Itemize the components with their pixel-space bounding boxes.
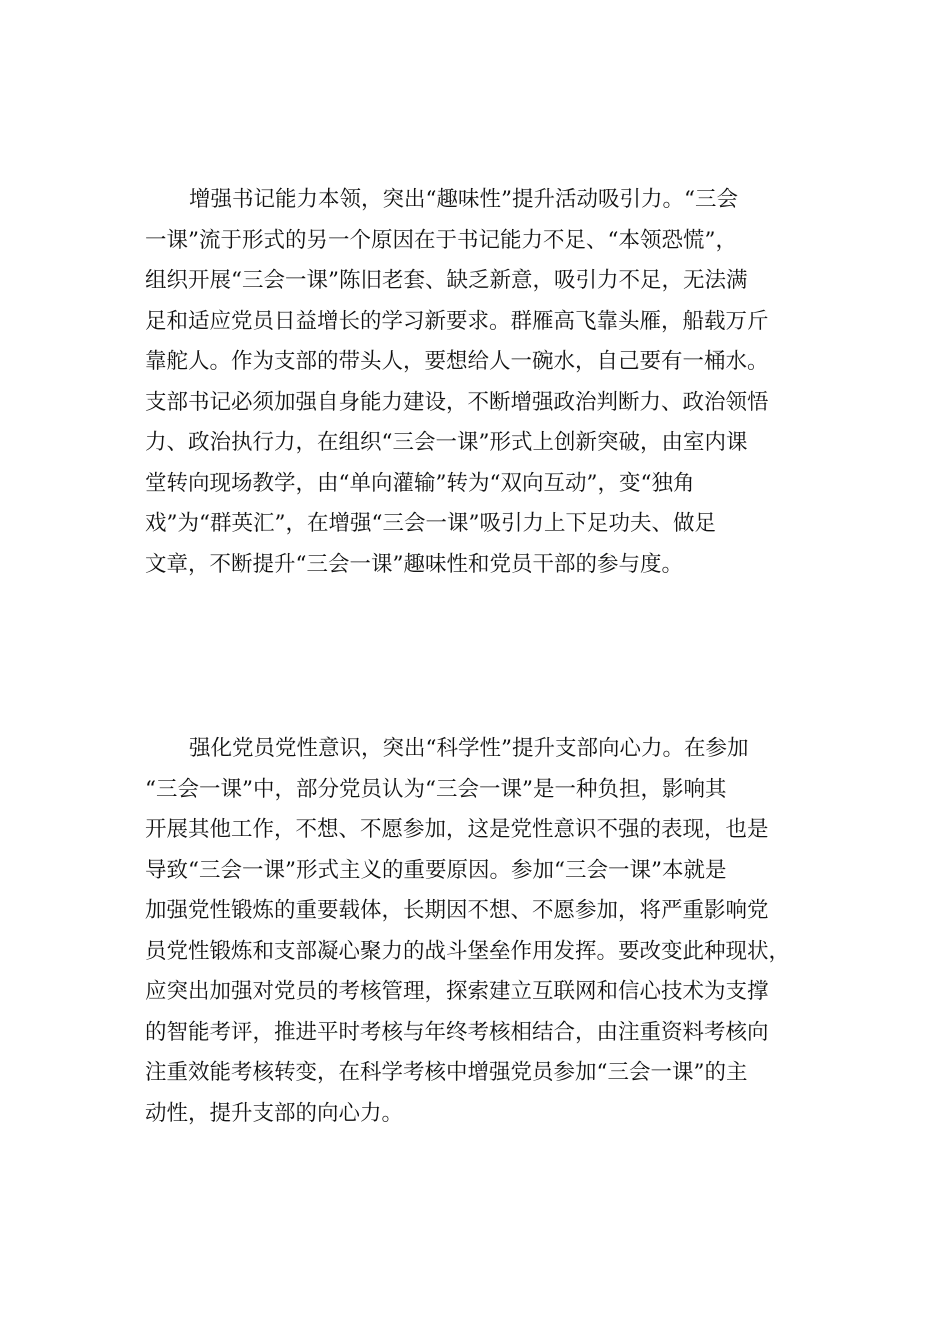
- text-line: 应突出加强对党员的考核管理，探索建立互联网和信心技术为支撑: [145, 979, 769, 1004]
- paragraph-secretary-ability: [145, 180, 805, 585]
- text-line: 戏”为“群英汇”，在增强“三会一课”吸引力上下足功夫、做足: [145, 511, 716, 536]
- text-line: 堂转向现场教学，由“单向灌输”转为“双向互动”，变“独角: [145, 470, 695, 496]
- text-line: 增强书记能力本领，突出“趣味性”提升活动吸引力。“三会: [189, 187, 738, 212]
- text-line: 的智能考评，推进平时考核与年终考核相结合，由注重资料考核向: [145, 1019, 769, 1045]
- text-line: 员党性锻炼和支部凝心聚力的战斗堡垒作用发挥。要改变此种现状，: [145, 938, 791, 964]
- paragraph-party-awareness: [145, 729, 805, 1134]
- text-line: 动性，提升支部的向心力。: [145, 1100, 404, 1126]
- text-line: 靠舵人。作为支部的带头人，要想给人一碗水，自己要有一桶水。: [145, 349, 769, 374]
- text-line: 一课”流于形式的另一个原因在于书记能力不足、“本领恐慌”，: [145, 227, 737, 253]
- text-line: 文章，不断提升“三会一课”趣味性和党员干部的参与度。: [145, 551, 683, 577]
- text-line: 足和适应党员日益增长的学习新要求。群雁高飞靠头雁，船载万斤: [145, 308, 769, 334]
- text-line: 注重效能考核转变，在科学考核中增强党员参加“三会一课”的主: [145, 1060, 748, 1085]
- text-line: 力、政治执行力，在组织“三会一课”形式上创新突破，由室内课: [145, 430, 748, 455]
- text-line: 组织开展“三会一课”陈旧老套、缺乏新意，吸引力不足，无法满: [145, 268, 748, 293]
- text-line: 导致“三会一课”形式主义的重要原因。参加“三会一课”本就是: [145, 857, 727, 883]
- text-line: 强化党员党性意识，突出“科学性”提升支部向心力。在参加: [189, 736, 749, 761]
- text-line: “三会一课”中，部分党员认为“三会一课”是一种负担，影响其: [145, 776, 727, 802]
- text-line: 开展其他工作，不想、不愿参加，这是党性意识不强的表现，也是: [145, 817, 769, 842]
- text-line: 加强党性锻炼的重要载体，长期因不想、不愿参加，将严重影响党: [145, 898, 769, 923]
- text-line: 支部书记必须加强自身能力建设，不断增强政治判断力、政治领悟: [145, 389, 769, 415]
